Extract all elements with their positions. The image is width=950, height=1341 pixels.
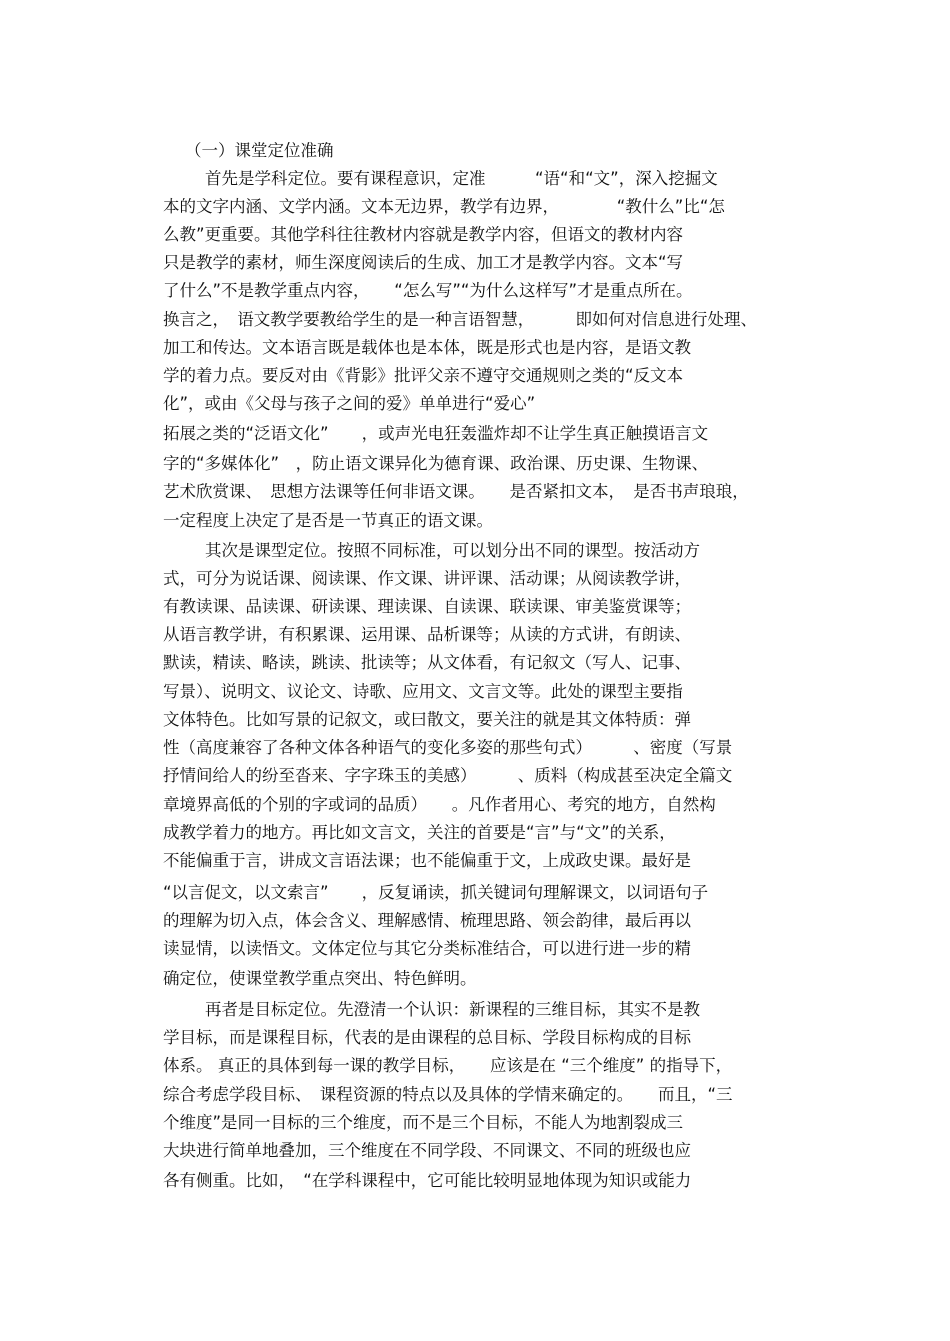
body-text-line: 首先是学科定位。要有课程意识，定准 “语“和“文”，深入挖掘文 <box>205 169 718 188</box>
body-text-line: 字的“多媒体化” ，防止语文课异化为德育课、政治课、历史课、生物课、 <box>163 454 709 473</box>
body-text-line: 换言之， 语文教学要教给学生的是一种言语智慧， 即如何对信息进行处理、 <box>163 310 757 329</box>
body-text-line: 么教”更重要。其他学科往往教材内容就是教学内容，但语文的教材内容 <box>163 225 684 244</box>
body-text-line: 化”，或由《父母与孩子之间的爱》单单进行“爱心” <box>163 394 536 413</box>
section-heading: （一）课堂定位准确 <box>185 141 334 160</box>
body-text-line: 其次是课型定位。按照不同标准，可以划分出不同的课型。按活动方 <box>205 541 700 560</box>
body-text-line: 个维度”是同一目标的三个维度，而不是三个目标，不能人为地割裂成三 <box>163 1113 684 1132</box>
body-text-line: 成教学着力的地方。再比如文言文，关注的首要是“言”与“文”的关系， <box>163 823 676 842</box>
body-text-line: 性（高度兼容了各种文体各种语气的变化多姿的那些句式） 、密度（写景 <box>163 738 733 757</box>
body-text-line: 的理解为切入点，体会含义、理解感情、梳理思路、领会韵律，最后再以 <box>163 911 691 930</box>
body-text-line: 只是教学的素材，师生深度阅读后的生成、加工才是教学内容。文本“写 <box>163 253 684 272</box>
body-text-line: 有教读课、品读课、研读课、理读课、自读课、联读课、审美鉴赏课等； <box>163 597 691 616</box>
body-text-line: 了什么”不是教学重点内容， “怎么写”“为什么这样写”才是重点所在。 <box>163 281 693 300</box>
body-text-line: 加工和传达。文本语言既是载体也是本体，既是形式也是内容，是语文教 <box>163 338 691 357</box>
body-text-line: 本的文字内涵、文学内涵。文本无边界，教学有边界， “教什么”比“怎 <box>163 197 725 216</box>
body-text-line: 抒情间给人的纷至沓来、字字珠玉的美感） 、质料（构成甚至决定全篇文 <box>163 766 733 785</box>
body-text-line: 章境界高低的个别的字或词的品质） 。凡作者用心、考究的地方，自然构 <box>163 795 716 814</box>
body-text-line: 学目标，而是课程目标，代表的是由课程的总目标、学段目标构成的目标 <box>163 1028 691 1047</box>
body-text-line: 综合考虑学段目标、 课程资源的特点以及具体的学情来确定的。 而且，“三 <box>163 1085 733 1104</box>
body-text-line: 大块进行简单地叠加，三个维度在不同学段、不同课文、不同的班级也应 <box>163 1141 691 1160</box>
body-text-line: 拓展之类的“泛语文化” ，或声光电狂轰滥炸却不让学生真正触摸语言文 <box>163 424 709 443</box>
body-text-line: 艺术欣赏课、 思想方法课等任何非语文课。 是否紧扣文本， 是否书声琅琅， <box>163 482 749 501</box>
body-text-line: 文体特色。比如写景的记叙文，或曰散文，要关注的就是其文体特质：弹 <box>163 710 691 729</box>
body-text-line: 读显情，以读悟文。文体定位与其它分类标准结合，可以进行进一步的精 <box>163 939 691 958</box>
body-text-line: 一定程度上决定了是否是一节真正的语文课。 <box>163 511 493 530</box>
body-text-line: 写景）、说明文、议论文、诗歌、应用文、文言文等。此处的课型主要指 <box>163 682 683 701</box>
body-text-line: 体系。 真正的具体到每一课的教学目标， 应该是在 “三个维度” 的指导下， <box>163 1056 733 1075</box>
body-text-line: 各有侧重。比如， “在学科课程中，它可能比较明显地体现为知识或能力 <box>163 1171 692 1190</box>
body-text-line: 式，可分为说话课、阅读课、作文课、讲评课、活动课；从阅读教学讲， <box>163 569 691 588</box>
body-text-line: 默读，精读、略读，跳读、批读等；从文体看，有记叙文（写人、记事、 <box>163 653 691 672</box>
body-text-line: 学的着力点。要反对由《背影》批评父亲不遵守交通规则之类的“反文本 <box>163 366 684 385</box>
body-text-line: 从语言教学讲，有积累课、运用课、品析课等；从读的方式讲，有朗读、 <box>163 625 691 644</box>
body-text-line: 确定位，使课堂教学重点突出、特色鲜明。 <box>163 969 477 988</box>
body-text-line: 再者是目标定位。先澄清一个认识：新课程的三维目标，其实不是教 <box>205 1000 700 1019</box>
body-text-line: 不能偏重于言，讲成文言语法课；也不能偏重于文，上成政史课。最好是 <box>163 851 691 870</box>
body-text-line: “以言促文，以文索言” ，反复诵读，抓关键词句理解课文，以词语句子 <box>163 883 709 902</box>
